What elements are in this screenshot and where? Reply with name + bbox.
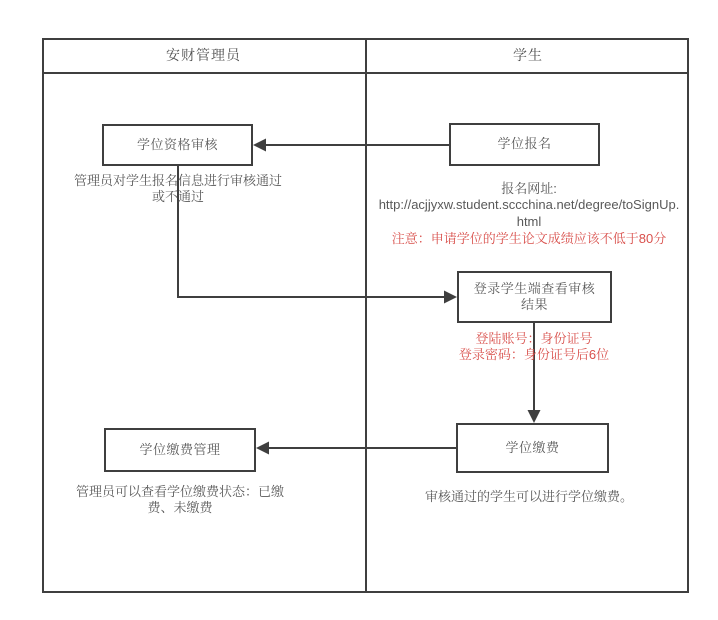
node-payment-management: 学位缴费管理 (104, 428, 256, 472)
signup-url: http://acjjyxw.student.sccchina.net/degree/toSignUp.html (378, 197, 680, 229)
lane-header-student: 学生 (513, 47, 543, 63)
login-password: 登录密码：身份证号后6位 (458, 347, 610, 363)
note-login-credentials (427, 331, 641, 364)
note-signup-info (378, 181, 680, 247)
note-payment-description: 审核通过的学生可以进行学位缴费。 (424, 489, 633, 504)
node-qualification-review: 学位资格审核 (102, 124, 253, 166)
lane-divider (365, 38, 367, 593)
signup-warning: 注意：申请学位的学生论文成绩应该不低于80分 (391, 230, 667, 246)
signup-url-label: 报名网址: (501, 181, 557, 196)
note-payment-management-description: 管理员可以查看学位缴费状态：已缴费、未缴费 (75, 484, 284, 516)
node-login-view-result: 登录学生端查看审核结果 (457, 271, 612, 323)
login-account: 登陆账号：身份证号 (475, 331, 593, 346)
node-degree-payment: 学位缴费 (456, 423, 609, 473)
header-separator (42, 72, 689, 74)
note-review-description: 管理员对学生报名信息进行审核通过或不通过 (73, 173, 282, 205)
lane-header-admin: 安财管理员 (166, 47, 241, 63)
node-degree-signup: 学位报名 (449, 123, 600, 166)
